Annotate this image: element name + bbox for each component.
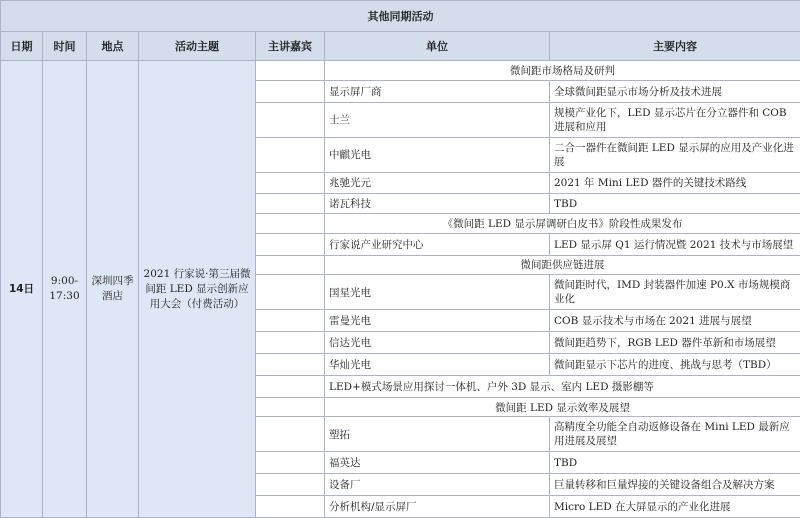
header-theme: 活动主题 [139,31,256,61]
speaker-cell [256,172,325,194]
speaker-cell [256,417,325,452]
content-cell: COB 显示技术与市场在 2021 进展与展望 [550,310,800,332]
speaker-cell [256,310,325,332]
content-cell: TBD [550,194,800,214]
content-cell: 微间距显示下芯片的进度、挑战与思考（TBD） [550,353,800,375]
speaker-cell [256,102,325,137]
unit-cell: 显示屏厂商 [325,80,550,102]
section-header: 《微间距 LED 显示屏调研白皮书》阶段性成果发布 [325,214,800,234]
unit-cell: 华灿光电 [325,353,550,375]
speaker-cell [256,194,325,214]
speaker-cell [256,332,325,354]
span-text: LED+模式场景应用探讨一体机、户外 3D 显示、室内 LED 摄影棚等 [325,375,800,397]
content-cell: 高精度全功能全自动返修设备在 Mini LED 最新应用进展及展望 [550,417,800,452]
section-header: 微间距 LED 显示效率及展望 [325,397,800,417]
speaker-cell [256,275,325,310]
content-cell: LED 显示屏 Q1 运行情况暨 2021 技术与市场展望 [550,233,800,255]
header-content: 主要内容 [550,31,800,61]
unit-cell: 雷曼光电 [325,310,550,332]
speaker-cell [256,255,325,275]
speaker-cell [256,397,325,417]
content-cell: 微间距时代，IMD 封装器件加速 P0.X 市场规模商业化 [550,275,800,310]
content-cell: 微间距趋势下，RGB LED 器件革新和市场展望 [550,332,800,354]
speaker-cell [256,137,325,172]
event-time: 9:00-17:30 [43,61,87,518]
table-title: 其他同期活动 [1,1,800,32]
content-cell: Micro LED 在大屏显示的产业化进展 [550,496,800,518]
header-place: 地点 [87,31,139,61]
speaker-cell [256,80,325,102]
header-date: 日期 [1,31,43,61]
unit-cell: 士兰 [325,102,550,137]
content-cell: 规模产业化下，LED 显示芯片在分立器件和 COB 进展和应用 [550,102,800,137]
content-cell: TBD [550,452,800,474]
unit-cell: 分析机构/显示屏厂 [325,496,550,518]
unit-cell: 设备厂 [325,474,550,496]
event-date: 14日 [1,61,43,518]
unit-cell: 行家说产业研究中心 [325,233,550,255]
speaker-cell [256,214,325,234]
header-speaker: 主讲嘉宾 [256,31,325,61]
speaker-cell [256,375,325,397]
content-cell: 巨量转移和巨量焊接的关键设备组合及解决方案 [550,474,800,496]
section-header: 微间距市场格局及研判 [325,61,800,81]
speaker-cell [256,61,325,81]
event-theme: 2021 行家说·第三届微间距 LED 显示创新应用大会（付费活动） [139,61,256,518]
unit-cell: 兆驰光元 [325,172,550,194]
header-time: 时间 [43,31,87,61]
speaker-cell [256,233,325,255]
speaker-cell [256,452,325,474]
content-cell: 全球微间距显示市场分析及技术进展 [550,80,800,102]
unit-cell: 诺瓦科技 [325,194,550,214]
speaker-cell [256,474,325,496]
content-cell: 二合一器件在微间距 LED 显示屏的应用及产业化进展 [550,137,800,172]
table-row [1,61,800,81]
unit-cell: 塑拓 [325,417,550,452]
unit-cell: 国星光电 [325,275,550,310]
unit-cell: 福英达 [325,452,550,474]
content-cell: 2021 年 Mini LED 器件的关键技术路线 [550,172,800,194]
header-unit: 单位 [325,31,550,61]
unit-cell: 信达光电 [325,332,550,354]
speaker-cell [256,496,325,518]
section-header: 微间距供应链进展 [325,255,800,275]
speaker-cell [256,353,325,375]
event-place: 深圳四季酒店 [87,61,139,518]
unit-cell: 中麒光电 [325,137,550,172]
